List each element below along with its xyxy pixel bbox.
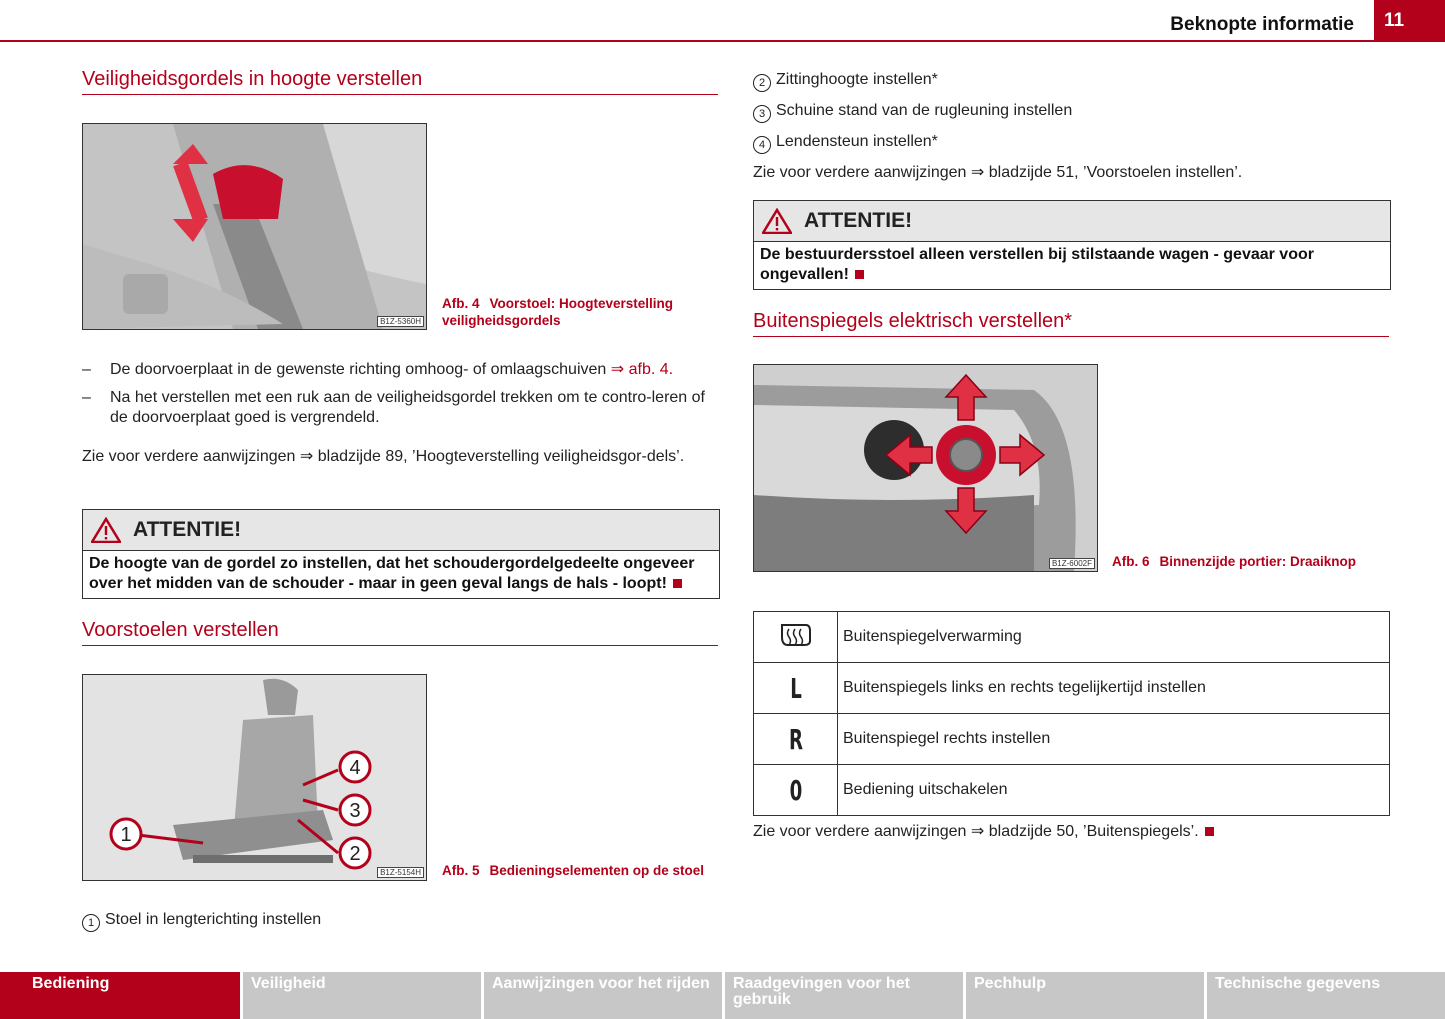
instruction-list [82,360,722,436]
figure-5 [82,674,427,881]
section-title-seatbelt: Veiligheidsgordels in hoogte verstellen [82,68,718,95]
table-key-cell: 0 [768,765,823,816]
end-marker-icon [1205,827,1214,836]
warning-icon [762,208,792,234]
section-title-seats: Voorstoelen verstellen [82,619,718,646]
warning-body: De bestuurdersstoel alleen verstellen bij stilstaande wagen - gevaar voor ongevallen! [760,246,1314,283]
warning-box-1 [82,509,720,599]
reference-paragraph-2: Zie voor verdere aanwijzingen ⇒ bladzijde 51, ’Voorstoelen instellen’. [753,164,1243,181]
figure-5-caption [442,862,722,879]
seat-item-4: 4 Lendensteun instellen* [753,132,1393,154]
table-key-cell: L [768,663,823,714]
figure-4-caption [442,295,717,329]
warning-box-2 [753,200,1391,290]
header-title: Beknopte informatie [1170,14,1354,35]
callout-4: 4 [349,757,361,779]
mirror-heating-icon [780,621,812,647]
footer-tab-technische-gegevens[interactable]: Technische gegevens [1207,972,1445,1019]
table-value-cell: Bediening uitschakelen [838,765,1390,816]
callout-2: 2 [349,843,361,865]
footer-tab-veiligheid[interactable]: Veiligheid [243,972,481,1019]
header-rule [0,40,1445,42]
callout-1: 1 [120,824,132,846]
end-marker-icon [855,270,864,279]
reference-paragraph-3: Zie voor verdere aanwijzingen ⇒ bladzijde 50, ’Buitenspiegels’. [753,822,1393,842]
figure-6-label: Afb. 6 [1112,554,1150,569]
table-row [754,612,1390,663]
section-title-mirrors: Buitenspiegels elektrisch verstellen* [753,310,1389,337]
warning-header [754,201,1390,242]
footer-tab-gebruik[interactable]: Raadgevingen voor het gebruik [725,972,963,1019]
warning-title: ATTENTIE! [804,209,913,232]
seat-items-list [753,70,1393,183]
warning-icon [91,517,121,543]
end-marker-icon [673,579,682,588]
figure-4-caption-text: Voorstoel: Hoogteverstelling veiligheidsgordels [442,296,674,328]
table-row [754,663,1390,714]
mirror-key-table [753,611,1390,816]
table-row [754,714,1390,765]
figure-5-label: Afb. 5 [442,863,480,878]
seat-item-1: 1 Stoel in lengterichting instellen [82,910,321,932]
figure-4 [82,123,427,330]
list-item: – De doorvoerplaat in de gewenste richting omhoog- of omlaagschuiven ⇒ afb. 4. [82,360,722,380]
seat-illustration [83,675,426,880]
table-value-cell: Buitenspiegel rechts instellen [838,714,1390,765]
figure-4-link[interactable]: ⇒ afb. 4. [610,361,674,378]
warning-title: ATTENTIE! [133,518,242,541]
seat-item-3: 3 Schuine stand van de rugleuning instellen [753,101,1393,123]
footer-tab-pechhulp[interactable]: Pechhulp [966,972,1204,1019]
figure-6-code: B1Z-6002F [1049,558,1095,569]
table-value-cell: Buitenspiegels links en rechts tegelijkertijd instellen [838,663,1390,714]
table-value-cell: Buitenspiegelverwarming [838,612,1390,663]
number-badge: 1 [82,914,100,932]
figure-5-caption-text: Bedieningselementen op de stoel [489,863,705,878]
seat-item-2: 2 Zittinghoogte instellen* [753,70,1393,92]
mirror-knob-illustration [754,365,1097,571]
seatbelt-illustration [83,124,426,329]
warning-header [83,510,719,551]
list-item: – Na het verstellen met een ruk aan de veiligheidsgordel trekken om te contro-leren of de doorvoerplaat goed is vergrendeld. [82,388,722,428]
table-key-cell: R [768,714,823,765]
figure-4-code: B1Z-5360H [377,316,424,327]
figure-6 [753,364,1098,572]
reference-paragraph-1: Zie voor verdere aanwijzingen ⇒ bladzijde 89, ’Hoogteverstelling veiligheidsgor-dels’. [82,448,685,465]
figure-6-caption [1112,553,1402,570]
page-number: 11 [1374,0,1445,42]
warning-body: De hoogte van de gordel zo instellen, dat het schoudergordelgedeelte ongeveer over het midden van de schouder - maar in geen geval langs de hals - loopt! [89,555,695,592]
figure-4-label: Afb. 4 [442,296,480,311]
figure-6-caption-text: Binnenzijde portier: Draaiknop [1159,554,1357,569]
footer-tab-rijden[interactable]: Aanwijzingen voor het rijden [484,972,722,1019]
callout-3: 3 [349,800,361,822]
figure-5-code: B1Z-5154H [377,867,424,878]
table-key-cell [754,612,838,663]
table-row [754,765,1390,816]
footer-tab-bediening[interactable]: Bediening [0,972,240,1019]
